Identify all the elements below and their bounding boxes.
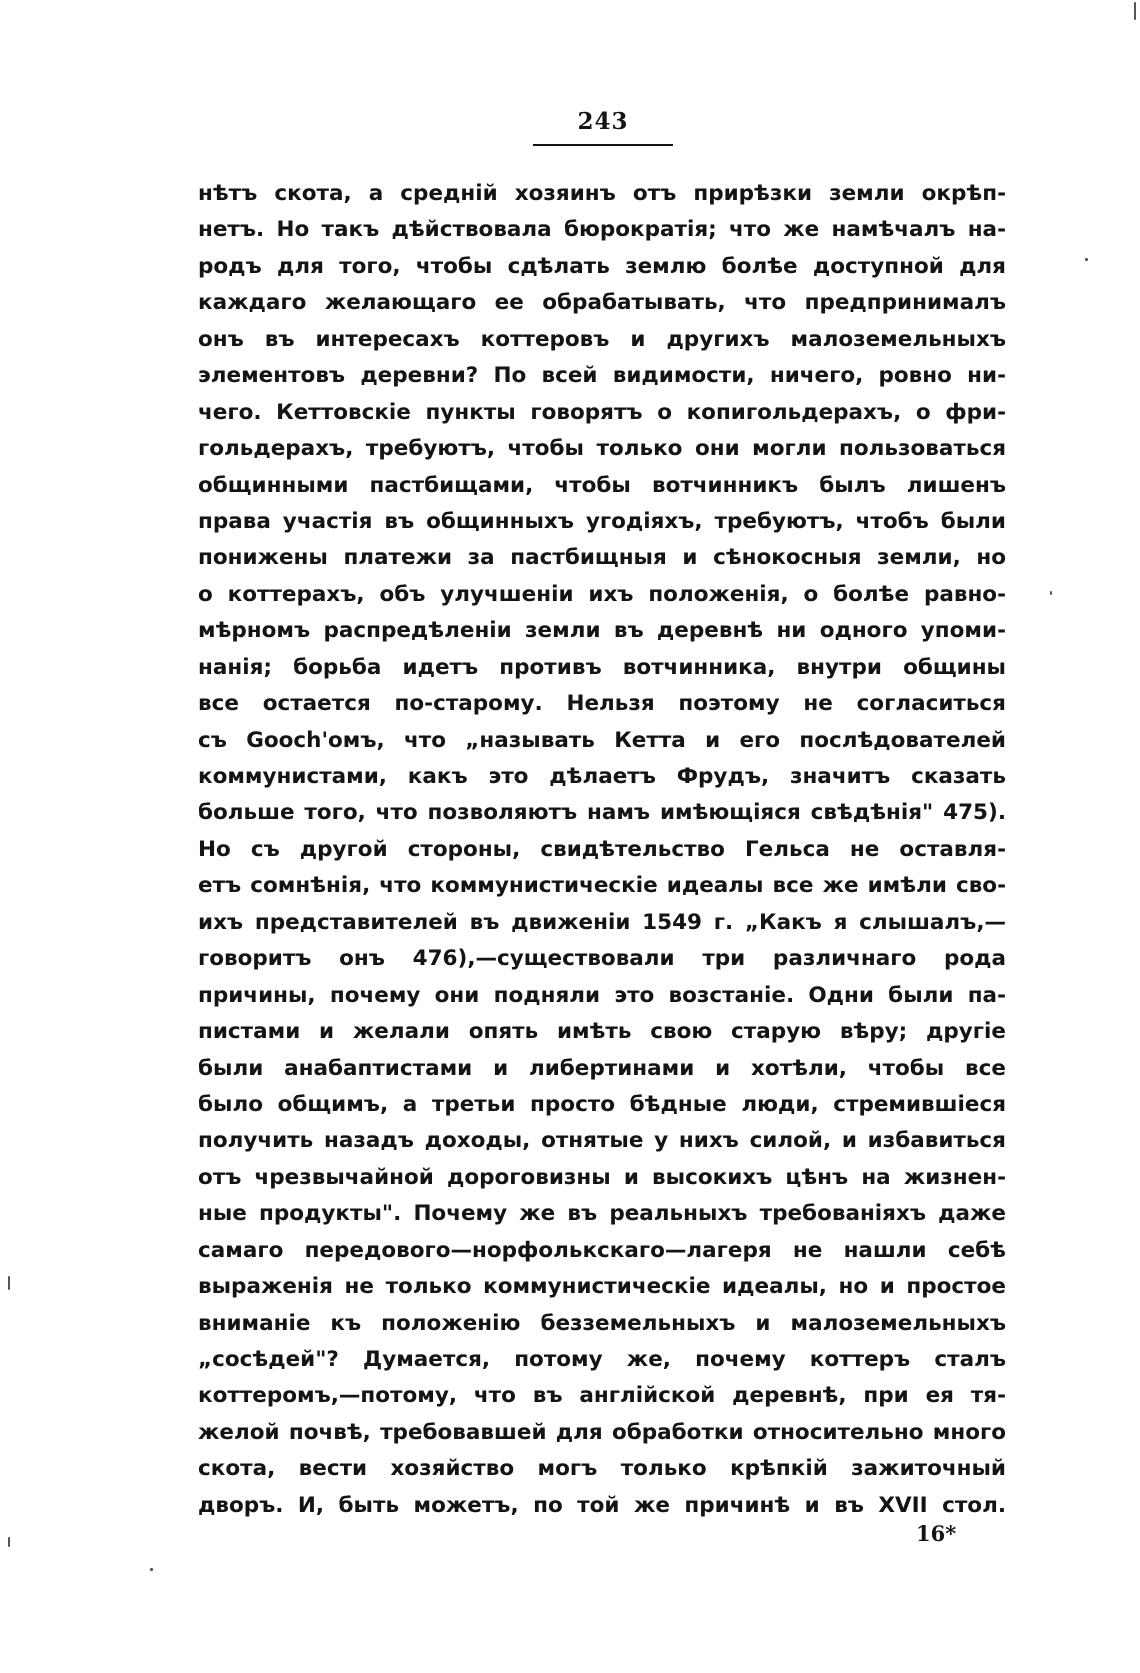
text-line: все остается по-старому. Нельзя поэтому не согласиться: [198, 691, 1006, 717]
text-line: нанiя; борьба идетъ противъ вотчинника, внутри общины: [198, 654, 1006, 680]
header-rule: [533, 144, 673, 146]
scan-speck: [1050, 591, 1052, 595]
text-line: гольдерахъ, требуютъ, чтобы только они могли пользоваться: [198, 436, 1006, 462]
text-line: были анабаптистами и либертинами и хотѣли, чтобы все: [198, 1055, 1006, 1081]
text-line: Но съ другой стороны, свидѣтельство Гельса не оставля-: [198, 836, 1006, 862]
text-line: коттеромъ,—потому, что въ англiйской деревнѣ, при ея тя-: [198, 1383, 1006, 1409]
text-line: мѣрномъ распредѣленiи земли въ деревнѣ ни одного упоми-: [198, 618, 1006, 644]
text-line: етъ сомнѣнiя, что коммунистическiе идеалы все же имѣли сво-: [198, 873, 1006, 899]
text-line: ные продукты". Почему же въ реальныхъ требованiяхъ даже: [198, 1201, 1006, 1227]
text-line: „сосѣдей"? Думается, потому же, почему коттеръ сталъ: [198, 1347, 1006, 1372]
text-line: онъ въ интересахъ коттеровъ и другихъ малоземельныхъ: [198, 326, 1006, 352]
body-text: [198, 176, 1006, 1524]
text-line: больше того, что позволяютъ намъ имѣющiяся свѣдѣнiя" 475).: [198, 800, 1006, 826]
text-line: пистами и желали опять имѣть свою старую вѣру; другiе: [198, 1019, 1006, 1045]
text-line: скота, вести хозяйство могъ только крѣпкiй зажиточный: [198, 1456, 1006, 1482]
text-line: отъ чрезвычайной дороговизны и высокихъ цѣнъ на жизнен-: [198, 1164, 1006, 1190]
text-line: каждаго желающаго ее обрабатывать, что предпринималъ: [198, 290, 1006, 316]
text-line: о коттерахъ, объ улучшенiи ихъ положенiя, о болѣе равно-: [198, 581, 1006, 607]
text-line: понижены платежи за пастбищныя и сѣнокосныя земли, но: [198, 545, 1006, 571]
scan-speck: [8, 1537, 10, 1547]
text-line: говоритъ онъ 476),—существовали три различнаго рода: [198, 946, 1006, 972]
text-line: дворъ. И, быть можетъ, по той же причинѣ и въ XVII стол.: [198, 1492, 1006, 1518]
scan-speck: [1085, 258, 1088, 261]
text-line: нетъ. Но такъ дѣйствовала бюрократiя; что же намѣчалъ на-: [198, 217, 1006, 243]
scan-speck: [150, 1568, 153, 1571]
text-line: общинными пастбищами, чтобы вотчинникъ былъ лишенъ: [198, 472, 1006, 498]
text-line: выраженiя не только коммунистическiе идеалы, но и простое: [198, 1274, 1006, 1300]
text-line: родъ для того, чтобы сдѣлать землю болѣе доступной для: [198, 253, 1006, 279]
text-line: права участiя въ общинныхъ угодiяхъ, требуютъ, чтобъ были: [198, 508, 1006, 534]
page-number: 243: [577, 108, 629, 135]
text-line: съ Gooch'омъ, что „называть Кетта и его послѣдователей: [198, 727, 1006, 753]
text-line: элементовъ деревни? По всей видимости, ничего, ровно ни-: [198, 363, 1006, 389]
text-line: желой почвѣ, требовавшей для обработки относительно много: [198, 1419, 1006, 1445]
signature-mark: 16*: [916, 1521, 957, 1546]
text-line: было общимъ, а третьи просто бѣдные люди, стремившiеся: [198, 1091, 1006, 1117]
text-line: нѣтъ скота, а среднiй хозяинъ отъ прирѣзки земли окрѣп-: [198, 181, 1006, 206]
scan-speck: [8, 1276, 10, 1290]
text-line: чего. Кеттовскiе пункты говорятъ о копигольдерахъ, о фри-: [198, 399, 1006, 425]
scan-speck: [1134, 2, 1136, 20]
text-line: причины, почему они подняли это возстанiе. Одни были па-: [198, 982, 1006, 1008]
text-line: ихъ представителей въ движенiи 1549 г. „Какъ я слышалъ,—: [198, 909, 1006, 935]
text-line: коммунистами, какъ это дѣлаетъ Фрудъ, значитъ сказать: [198, 764, 1006, 789]
text-line: самаго передового—норфолькскаго—лагеря не нашли себѣ: [198, 1237, 1006, 1263]
text-line: получить назадъ доходы, отнятые у нихъ силой, и избавиться: [198, 1128, 1006, 1154]
text-line: вниманiе къ положенiю безземельныхъ и малоземельныхъ: [198, 1310, 1006, 1336]
